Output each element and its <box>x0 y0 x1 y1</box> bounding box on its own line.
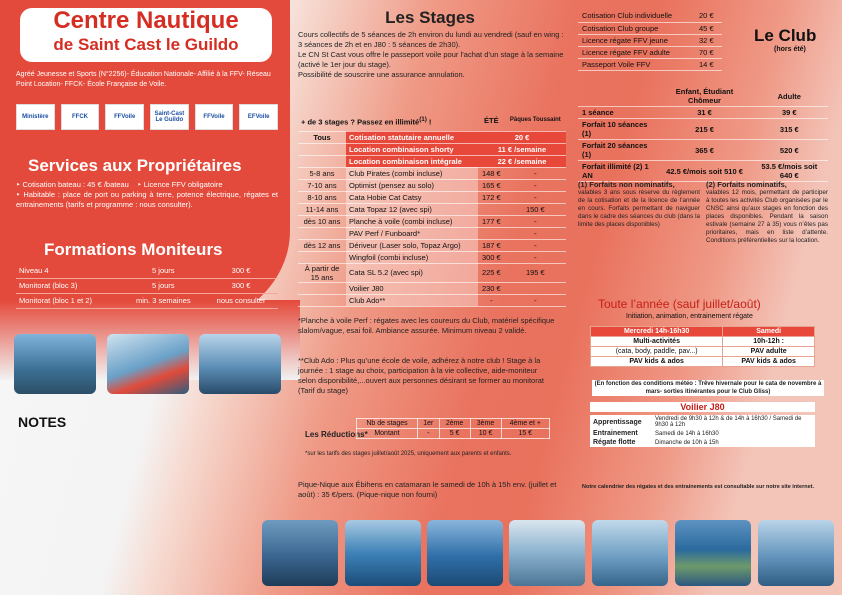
cell: 520 € <box>751 140 828 161</box>
stage-ete-cell <box>478 203 505 215</box>
photo-catamaran <box>199 334 281 394</box>
cell: Passeport Voile FFV <box>578 58 695 70</box>
cell: 5 jours <box>122 278 204 293</box>
table-row <box>298 167 566 179</box>
cell: Forfait illimité (2) 1 AN <box>578 161 658 182</box>
cell: (cata, body, paddle, pav...) <box>591 347 723 357</box>
stages-cotis-label: Cotisation statutaire annuelle <box>346 131 478 143</box>
table-row <box>590 415 815 429</box>
stage-pt-cell: 150 € <box>505 203 566 215</box>
services-text: ‣ Cotisation bateau : 45 € /bateau ‣ Licence FFV obligatoire ‣ Habitable : place de port ou parking à terre, potence électrique, régates et entrainements (tarifs et programme : nous consulter). <box>16 180 278 209</box>
stages-tous: Tous <box>298 131 346 143</box>
stage-name-cell: Cata Hobie Cat Catsy <box>346 191 478 203</box>
table-row <box>578 10 722 22</box>
cell: 14 € <box>695 58 722 70</box>
table-row <box>590 429 815 438</box>
notes-label: NOTES <box>18 414 67 430</box>
cell <box>298 143 346 155</box>
cell: Cotisation Club individuelle <box>578 10 695 22</box>
stages-head-mark: (1) <box>419 115 427 123</box>
stages-title: Les Stages <box>385 8 475 27</box>
table-row <box>298 111 566 131</box>
stage-age-cell: 5-8 ans <box>298 167 346 179</box>
stage-ete-cell: 225 € <box>478 263 505 282</box>
table-row <box>578 107 828 119</box>
stage-name-cell: Wingfoil (combi incluse) <box>346 251 478 263</box>
stage-age-cell <box>298 282 346 294</box>
cell: 53.5 €/mois soit 640 € <box>751 161 828 182</box>
cell: Samedi de 14h à 16h30 <box>655 430 719 437</box>
photo-old-sailboat <box>262 520 338 586</box>
agreements-text: Agréé Jeunesse et Sports (N°2256)- Éducation Nationale- Affilié à la FFV- Réseau Point Location- FFCK- École Française de Voile. <box>16 71 271 88</box>
photo-island-aerial <box>675 520 751 586</box>
stage-pt-cell: 195 € <box>505 263 566 282</box>
table-row <box>591 347 815 357</box>
logo-saint-cast: Saint-Cast Le Guildo <box>150 104 189 130</box>
stages-head-left <box>298 111 478 131</box>
stage-age-cell: dès 12 ans <box>298 239 346 251</box>
cell: Montant <box>357 429 418 439</box>
cell: 2ème <box>439 419 470 429</box>
forfait-note-1 <box>578 181 700 229</box>
cell: Enfant, Étudiant Chômeur <box>658 86 750 107</box>
table-row <box>578 46 722 58</box>
stage-age-cell <box>298 294 346 306</box>
table-row <box>357 429 550 439</box>
cell: Monitorat (bloc 3) <box>16 278 122 293</box>
cell: 32 € <box>695 34 722 46</box>
stage-ete-cell: 300 € <box>478 251 505 263</box>
cell: 45 € <box>695 22 722 34</box>
cell: 365 € <box>658 140 750 161</box>
table-row <box>591 357 815 367</box>
stages-intro-text: Cours collectifs de 5 séances de 2h environ du lundi au vendredi (sauf en wing : 3 séances de 2h et en J80 : 5 séances de 2h30). <box>298 30 564 49</box>
partner-logos <box>16 104 278 130</box>
table-row <box>578 119 828 140</box>
year-meteo-note: (En fonction des conditions météo : Trêve hivernale pour le cata de novembre à mars- sorties itinérantes pour le Club Gliss) <box>592 380 824 396</box>
table-row <box>298 263 566 282</box>
stages-note-ado: **Club Ado : Plus qu’une école de voile, adhérez à notre club ! Stage à la journée : 1 stage au choix, participation à la vie collective, aide-moniteur selon disponibilité,...ouvert aux personnes désirant se former au monitorat (Tarif du stage) <box>298 356 544 395</box>
year-title: Toute l’année (sauf juillet/août) <box>598 297 761 311</box>
club-subtitle: (hors été) <box>774 46 806 53</box>
logo-ministere: Ministère <box>16 104 55 130</box>
stage-pt-cell: - <box>505 294 566 306</box>
stages-loc1-value: 11 € /semaine <box>478 143 566 155</box>
table-row <box>298 294 566 306</box>
photo-windsurfer <box>758 520 834 586</box>
logo-ffck: FFCK <box>61 104 100 130</box>
table-row <box>298 227 566 239</box>
cell: 15 € <box>501 429 549 439</box>
stage-pt-cell: - <box>505 227 566 239</box>
stages-note-perf: *Planche à voile Perf : régates avec les coureurs du Club, matériel spécifique slalom/vague, esai foil. Ambiance assurée. Minimum niveau 2 validé. <box>298 316 555 335</box>
cell: 10 € <box>470 429 501 439</box>
photo-windsurf <box>107 334 189 394</box>
cell: Licence régate FFV jeune <box>578 34 695 46</box>
table-row <box>298 155 566 167</box>
table-row <box>591 327 815 337</box>
cell: PAV kids & ados <box>591 357 723 367</box>
club-title: Le Club <box>754 26 817 45</box>
table-row <box>578 86 828 107</box>
stage-age-cell: À partir de 15 ans <box>298 263 346 282</box>
table-row <box>298 215 566 227</box>
year-subtitle: Initiation, animation, entrainement régate <box>626 313 753 320</box>
stage-ete-cell: 165 € <box>478 179 505 191</box>
stages-loc2-label: Location combinaison intégrale <box>346 155 478 167</box>
stage-pt-cell: - <box>505 179 566 191</box>
services-line1a: Cotisation bateau : 45 € /bateau <box>22 180 129 189</box>
piquenique-text: Pique-Nique aux Ébihens en catamaran le samedi de 10h à 15h env. (juillet et août) : 35 €/pers. (Pique-nique non fourni) <box>298 480 557 499</box>
table-row <box>16 278 278 293</box>
cell: Forfait 10 séances (1) <box>578 119 658 140</box>
stage-age-cell: dès 10 ans <box>298 215 346 227</box>
cell <box>298 155 346 167</box>
stages-intro <box>298 30 568 80</box>
table-row <box>16 293 278 308</box>
stage-name-cell: Cata Topaz 12 (avec spi) <box>346 203 478 215</box>
photo-optimists <box>345 520 421 586</box>
stage-name-cell: Club Pirates (combi incluse) <box>346 167 478 179</box>
table-row <box>298 251 566 263</box>
stages-insurance-text: Possibilité de souscrire une assurance annulation. <box>298 70 465 79</box>
table-row <box>357 419 550 429</box>
stage-age-cell <box>298 227 346 239</box>
brand-box <box>20 8 272 62</box>
forfait-note-1-text: valables 3 ans sous réserve du règlement de la cotisation et de la licence de l’année en cours. Forfaits permettant de naviguer dans le cadre des séances du club (dans la limite des places disponibles) <box>578 189 700 228</box>
forfait-note-2-text: valables 12 mois, permettant de participer à toutes les activités Club organisées par le CNSC ainsi qu’aux stages en fonction des places disponibles. Pendant la saison estivale (semaine 27 à 35) vous n’êtes pas prioritaires, mais en liste d’attente. Conditions préférentielles sur la location. <box>706 189 828 244</box>
reductions-table <box>356 418 550 439</box>
reductions-title: Les Réductions* <box>305 430 368 439</box>
cell: 5 € <box>439 429 470 439</box>
stages-pass-text: Le CN St Cast vous offre le passeport voile pour l’achat d’un stage à la semaine (activé le 1er jour du stage). <box>298 50 564 69</box>
logo-ffvoile: FFVoile <box>105 104 144 130</box>
table-row <box>298 203 566 215</box>
cell: Nb de stages <box>357 419 418 429</box>
cell: min. 3 semaines <box>122 293 204 308</box>
stages-head-text: + de 3 stages ? Passez en illimité <box>301 117 420 126</box>
cell: 31 € <box>658 107 750 119</box>
cell: Vendredi de 9h30 à 12h & de 14h à 16h30 / Samedi de 9h30 à 12h <box>655 416 802 428</box>
stage-ete-cell: - <box>478 294 505 306</box>
table-row <box>298 179 566 191</box>
cell: 300 € <box>204 263 278 278</box>
cell: 1 séance <box>578 107 658 119</box>
cell: nous consulter <box>204 293 278 308</box>
stages-head-toussaint: Pâques Toussaint <box>505 111 566 131</box>
table-row <box>578 22 722 34</box>
cell: Entrainement <box>593 430 638 437</box>
stage-ete-cell: 177 € <box>478 215 505 227</box>
stage-pt-cell: - <box>505 215 566 227</box>
table-row <box>298 191 566 203</box>
cell: Apprentissage <box>593 418 642 426</box>
stage-pt-cell: - <box>505 239 566 251</box>
stages-loc2-value: 22 € /semaine <box>478 155 566 167</box>
table-row <box>298 239 566 251</box>
year-schedule-table <box>590 326 815 367</box>
cell: 4ème et + <box>501 419 549 429</box>
stage-ete-cell: 148 € <box>478 167 505 179</box>
table-row <box>578 58 722 70</box>
table-row <box>590 438 815 447</box>
cell: 315 € <box>751 119 828 140</box>
stage-pt-cell <box>505 282 566 294</box>
stage-age-cell <box>298 251 346 263</box>
reductions-footnote: *sur les tarifs des stages juillet/août 2025, uniquement aux parents et enfants. <box>305 451 512 457</box>
services-title: Services aux Propriétaires <box>28 156 242 175</box>
j80-table <box>590 415 815 447</box>
forfait-note-1-title: (1) Forfaits non nominatifs, <box>578 180 675 189</box>
photo-young-sailors <box>592 520 668 586</box>
table-row <box>578 161 828 182</box>
cell: Régate flotte <box>593 439 636 446</box>
cell: PAV adulte <box>723 347 815 357</box>
table-row <box>298 282 566 294</box>
stages-head-ete: ÉTÉ <box>478 111 505 131</box>
cell: Niveau 4 <box>16 263 122 278</box>
cell: Adulte <box>751 86 828 107</box>
stage-pt-cell: - <box>505 251 566 263</box>
stage-ete-cell: 172 € <box>478 191 505 203</box>
table-row <box>298 143 566 155</box>
stage-ete-cell: 230 € <box>478 282 505 294</box>
cell: PAV kids & ados <box>723 357 815 367</box>
cell: Cotisation Club groupe <box>578 22 695 34</box>
brand-line2: de Saint Cast le Guildo <box>53 35 239 54</box>
club-prices-table <box>578 86 828 182</box>
forfait-note-2 <box>706 181 828 245</box>
cell: 1er <box>417 419 439 429</box>
cell: 70 € <box>695 46 722 58</box>
cell: Forfait 20 séances (1) <box>578 140 658 161</box>
stages-head-bang: ! <box>426 117 432 126</box>
cell: Monitorat (bloc 1 et 2) <box>16 293 122 308</box>
photo-kids-sailing <box>14 334 96 394</box>
stage-ete-cell <box>478 227 505 239</box>
club-cotis-table <box>578 10 722 71</box>
table-row <box>578 34 722 46</box>
stage-pt-cell: - <box>505 191 566 203</box>
cell: 300 € <box>204 278 278 293</box>
cell: 10h-12h : <box>723 337 815 347</box>
forfait-note-2-title: (2) Forfaits nominatifs, <box>706 180 787 189</box>
stages-table <box>298 111 566 307</box>
formations-table <box>16 263 278 309</box>
stage-name-cell: Voilier J80 <box>346 282 478 294</box>
stages-cotis-value: 20 € <box>478 131 566 143</box>
calendar-note: Notre calendrier des régates et des entrainements est consultable sur notre site internet. <box>582 484 814 490</box>
stage-name-cell: Club Ado** <box>346 294 478 306</box>
stage-rows <box>298 167 566 306</box>
formations-title: Formations Moniteurs <box>44 240 223 259</box>
services-line2: Habitable : place de port ou parking à terre, potence électrique, régates et entrainements (tarifs et programme : nous consulter). <box>16 190 278 209</box>
photo-cata-race <box>427 520 503 586</box>
logo-efvoile: EFVoile <box>239 104 278 130</box>
table-row <box>16 263 278 278</box>
stage-age-cell: 11-14 ans <box>298 203 346 215</box>
cell: Mercredi 14h-16h30 <box>591 327 723 337</box>
cell: - <box>417 429 439 439</box>
stage-name-cell: Dériveur (Laser solo, Topaz Argo) <box>346 239 478 251</box>
cell: Samedi <box>723 327 815 337</box>
stage-name-cell: Optimist (pensez au solo) <box>346 179 478 191</box>
stage-ete-cell: 187 € <box>478 239 505 251</box>
stages-loc1-label: Location combinaison shorty <box>346 143 478 155</box>
cell: Multi-activités <box>591 337 723 347</box>
table-row <box>298 131 566 143</box>
j80-title: Voilier J80 <box>590 402 815 412</box>
cell <box>578 86 658 107</box>
stage-name-cell: Planche à voile (combi incluse) <box>346 215 478 227</box>
stage-age-cell: 8-10 ans <box>298 191 346 203</box>
cell: 5 jours <box>122 263 204 278</box>
stage-pt-cell: - <box>505 167 566 179</box>
stage-name-cell: PAV Perf / Funboard* <box>346 227 478 239</box>
stage-name-cell: Cata SL 5.2 (avec spi) <box>346 263 478 282</box>
table-row <box>591 337 815 347</box>
services-line1b: Licence FFV obligatoire <box>143 180 223 189</box>
cell: Dimanche de 10h à 15h <box>655 439 719 446</box>
logo-ffvoile-2: FFVoile <box>195 104 234 130</box>
cell: Licence régate FFV adulte <box>578 46 695 58</box>
cell: 3ème <box>470 419 501 429</box>
cell: 215 € <box>658 119 750 140</box>
cell: 20 € <box>695 10 722 22</box>
cell: 39 € <box>751 107 828 119</box>
stage-age-cell: 7-10 ans <box>298 179 346 191</box>
brand-line1: Centre Nautique <box>53 7 239 34</box>
table-row <box>578 140 828 161</box>
photo-dinghies <box>509 520 585 586</box>
cell: 42.5 €/mois soit 510 € <box>658 161 750 182</box>
